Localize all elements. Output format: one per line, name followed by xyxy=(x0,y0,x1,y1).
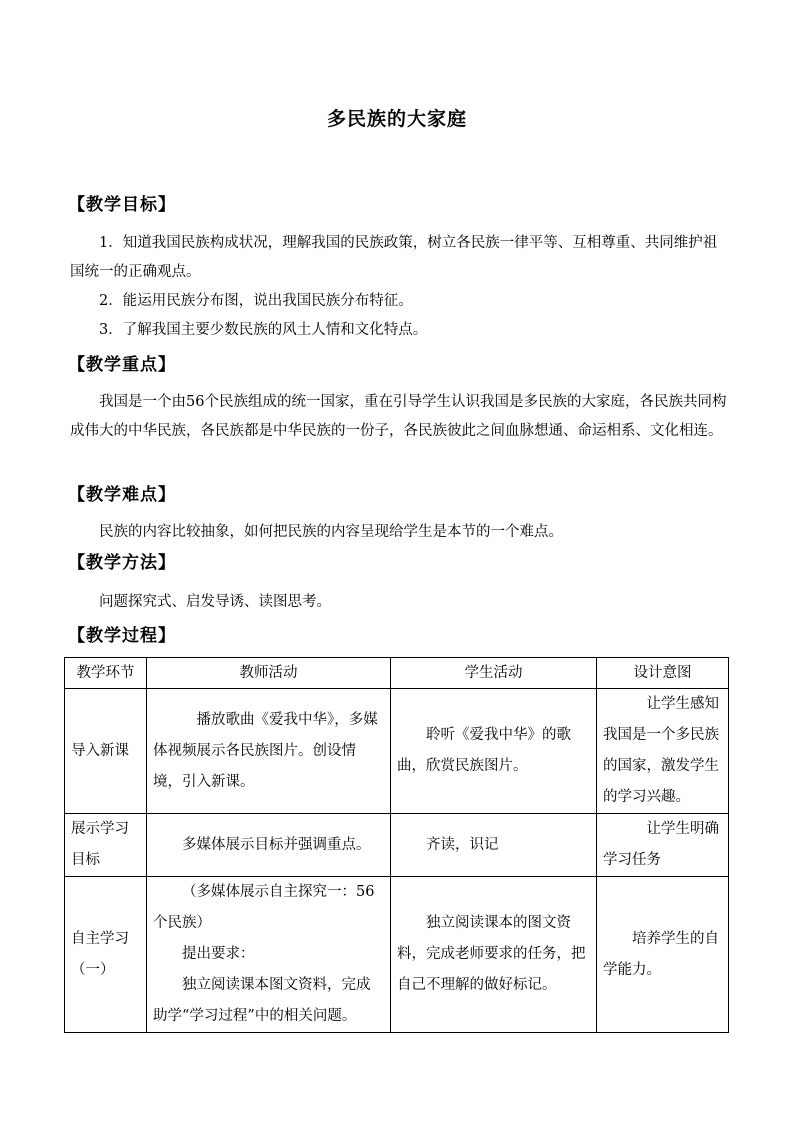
column-header: 教学环节 xyxy=(65,658,147,689)
methods-heading: 【教学方法】 xyxy=(68,553,176,573)
column-header: 学生活动 xyxy=(391,658,597,689)
key-points-heading: 【教学重点】 xyxy=(68,355,176,375)
column-header: 教师活动 xyxy=(147,658,391,689)
objective-item-1: 1．知道我国民族构成状况，理解我国的民族政策，树立各民族一律平等、互相尊重、共同维护祖国统一的正确观点。 xyxy=(70,235,718,280)
document-title: 多民族的大家庭 xyxy=(326,108,467,130)
table-row xyxy=(65,877,729,1033)
teacher-line: 独立阅读课本图文资料，完成助学“学习过程”中的相关问题。 xyxy=(153,977,371,1024)
teacher-activity-cell xyxy=(147,877,391,1033)
difficulties-heading: 【教学难点】 xyxy=(68,485,176,505)
design-intent-cell: 培养学生的自学能力。 xyxy=(597,877,729,1033)
key-points-text: 我国是一个由56个民族组成的统一国家，重在引导学生认识我国是多民族的大家庭，各民族共同构成伟大的中华民族，各民族都是中华民族的一份子，各民族彼此之间血脉想通、命运相系、文化相连。 xyxy=(70,394,727,439)
table-header-row xyxy=(65,658,729,689)
student-activity-cell: 聆听《爱我中华》的歌曲，欣赏民族图片。 xyxy=(391,689,597,814)
teacher-line: 提出要求： xyxy=(182,946,255,962)
difficulties-text: 民族的内容比较抽象，如何把民族的内容呈现给学生是本节的一个难点。 xyxy=(99,524,563,540)
objectives-heading: 【教学目标】 xyxy=(68,195,176,215)
teacher-activity-cell: 播放歌曲《爱我中华》，多媒体视频展示各民族图片。创设情境，引入新课。 xyxy=(147,689,391,814)
table-row xyxy=(65,814,729,877)
stage-cell: 导入新课 xyxy=(65,689,147,814)
methods-text: 问题探究式、启发导诱、读图思考。 xyxy=(99,594,331,610)
objective-item-3: 3．了解我国主要少数民族的风土人情和文化特点。 xyxy=(99,322,428,338)
design-intent-cell: 让学生感知我国是一个多民族的国家，激发学生的学习兴趣。 xyxy=(597,689,729,814)
lesson-process-table xyxy=(64,657,729,1033)
process-heading: 【教学过程】 xyxy=(68,626,176,646)
objective-item-2: 2．能运用民族分布图，说出我国民族分布特征。 xyxy=(99,293,413,309)
column-header: 设计意图 xyxy=(597,658,729,689)
stage-cell: 自主学习（一） xyxy=(65,877,147,1033)
stage-cell: 展示学习目标 xyxy=(65,814,147,877)
design-intent-cell: 让学生明确学习任务 xyxy=(597,814,729,877)
student-activity-cell: 独立阅读课本的图文资料，完成老师要求的任务，把自己不理解的做好标记。 xyxy=(391,877,597,1033)
teacher-line: （多媒体展示自主探究一：56个民族） xyxy=(153,884,375,931)
table-row xyxy=(65,689,729,814)
teacher-activity-cell: 多媒体展示目标并强调重点。 xyxy=(147,814,391,877)
student-activity-cell: 齐读，识记 xyxy=(391,814,597,877)
